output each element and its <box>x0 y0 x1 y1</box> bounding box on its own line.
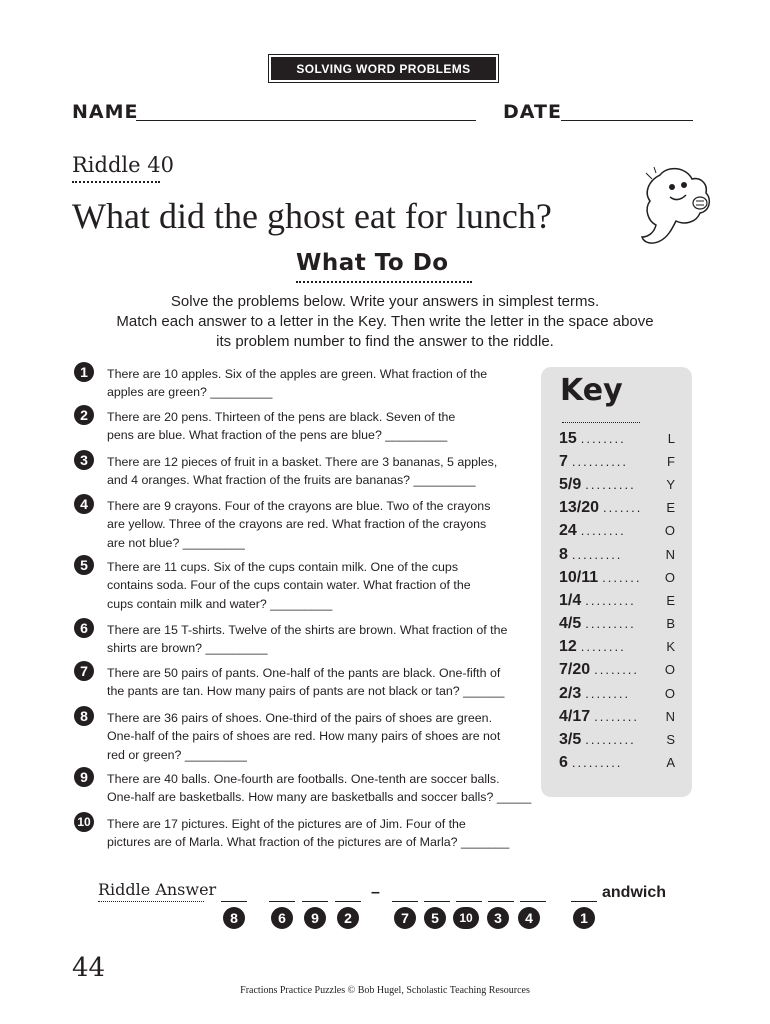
answer-blank[interactable] <box>488 901 514 902</box>
problem-text: One-half are basketballs. How many are basketballs and soccer balls? _____ <box>107 790 532 805</box>
problem-text: pens are blue. What fraction of the pens are blue? _________ <box>107 428 448 443</box>
problem-number: 10 <box>74 812 94 832</box>
key-entry <box>559 661 675 683</box>
problem-8 <box>74 709 544 764</box>
key-value: 12 <box>559 638 577 655</box>
key-dots: ......... <box>571 547 623 562</box>
problem-text: contains soda. Four of the cups contain water. What fraction of the <box>107 578 471 593</box>
key-letter: F <box>667 454 675 469</box>
key-value: 13/20 <box>559 499 600 516</box>
problem-text: are not blue? _________ <box>107 535 245 550</box>
problem-7 <box>74 664 544 701</box>
key-value: 15 <box>559 430 577 447</box>
key-dots: ........ <box>580 523 626 538</box>
problem-text: There are 10 apples. Six of the apples are green. What fraction of the <box>107 367 488 381</box>
problem-text: and 4 oranges. What fraction of the fruits are bananas? _________ <box>107 473 476 488</box>
answer-blank[interactable] <box>424 901 450 902</box>
key-letter: O <box>664 570 675 585</box>
key-value: 24 <box>559 522 577 539</box>
key-value: 4/5 <box>559 615 582 632</box>
key-entry <box>559 685 675 707</box>
problem-number: 1 <box>74 362 94 382</box>
name-line[interactable] <box>136 120 476 121</box>
riddle-number: Riddle 40 <box>72 153 174 177</box>
key-title: Key <box>560 373 623 408</box>
riddle-answer-underline <box>98 901 204 902</box>
key-entry <box>559 546 675 568</box>
key-dots: ........ <box>580 639 626 654</box>
date-label: DATE <box>503 101 562 123</box>
key-letter: N <box>665 547 675 562</box>
problem-text: the pants are tan. How many pairs of pants are not black or tan? ______ <box>107 684 505 699</box>
key-dots: ........ <box>594 662 640 677</box>
problem-number: 7 <box>74 661 94 681</box>
key-entry <box>559 453 675 475</box>
problem-number: 4 <box>74 494 94 514</box>
name-label: NAME <box>72 101 139 123</box>
answer-blank[interactable] <box>335 901 361 902</box>
key-dots: ......... <box>585 477 636 492</box>
answer-blank[interactable] <box>392 901 418 902</box>
problem-text: shirts are brown? _________ <box>107 641 268 656</box>
problem-number: 3 <box>74 450 94 470</box>
key-entry <box>559 754 675 776</box>
key-entry <box>559 430 675 452</box>
answer-blank[interactable] <box>456 901 482 902</box>
answer-number: 2 <box>337 907 359 929</box>
key-letter: Y <box>666 477 675 492</box>
problem-text: There are 17 pictures. Eight of the pictures are of Jim. Four of the <box>107 817 466 831</box>
key-value: 1/4 <box>559 592 582 609</box>
answer-number: 1 <box>573 907 595 929</box>
instruction-line: Match each answer to a letter in the Key. Then write the letter in the space above <box>116 313 654 330</box>
problem-6 <box>74 621 544 658</box>
page-title: What did the ghost eat for lunch? <box>72 196 552 236</box>
answer-number: 3 <box>487 907 509 929</box>
key-letter: O <box>664 662 675 677</box>
answer-number: 6 <box>271 907 293 929</box>
instruction-line: Solve the problems below. Write your answers in simplest terms. <box>170 293 600 310</box>
instruction-line: its problem number to find the answer to the riddle. <box>216 333 554 350</box>
key-letter: K <box>666 639 675 654</box>
key-letter: E <box>666 500 675 515</box>
problem-number: 6 <box>74 618 94 638</box>
problem-text: There are 9 crayons. Four of the crayons are blue. Two of the crayons <box>107 499 491 513</box>
date-line[interactable] <box>561 120 693 121</box>
key-letter: B <box>666 616 675 631</box>
problem-text: There are 36 pairs of shoes. One-third of the pairs of shoes are green. <box>107 711 493 725</box>
key-letter: O <box>664 686 675 701</box>
key-entry <box>559 731 675 753</box>
problem-2 <box>74 408 544 445</box>
key-value: 10/11 <box>559 569 599 586</box>
key-value: 7/20 <box>559 661 591 678</box>
key-dots: ......... <box>585 593 636 608</box>
key-dots: .......... <box>571 454 629 469</box>
key-value: 4/17 <box>559 708 591 725</box>
key-value: 6 <box>559 754 568 771</box>
key-entry <box>559 615 675 637</box>
key-letter: O <box>664 523 675 538</box>
answer-number: 8 <box>223 907 245 929</box>
key-value: 5/9 <box>559 476 582 493</box>
problem-number: 8 <box>74 706 94 726</box>
answer-number: 4 <box>518 907 540 929</box>
riddle-answer-label: Riddle Answer <box>98 880 217 899</box>
what-to-do-heading: What To Do <box>296 250 449 276</box>
key-entry <box>559 522 675 544</box>
what-to-do-underline <box>296 281 472 283</box>
problem-text: There are 40 balls. One-fourth are footballs. One-tenth are soccer balls. <box>107 772 500 786</box>
key-title-underline <box>562 422 640 423</box>
key-dots: ....... <box>602 570 642 585</box>
problem-3 <box>74 453 544 490</box>
section-banner: SOLVING WORD PROBLEMS <box>271 57 496 80</box>
answer-suffix: andwich <box>602 884 667 901</box>
problem-text: cups contain milk and water? _________ <box>107 596 333 611</box>
page-number: 44 <box>72 953 106 983</box>
key-dots: ........ <box>594 709 640 724</box>
problem-number: 2 <box>74 405 94 425</box>
answer-blank[interactable] <box>269 901 295 902</box>
problem-number: 9 <box>74 767 94 787</box>
key-dots: ........ <box>580 431 626 446</box>
answer-blank[interactable] <box>571 901 597 902</box>
key-value: 7 <box>559 453 568 470</box>
key-value: 8 <box>559 546 568 563</box>
key-dots: ........ <box>585 686 631 701</box>
key-dots: ......... <box>585 732 636 747</box>
key-dots: ......... <box>571 755 623 770</box>
problem-text: are yellow. Three of the crayons are red. What fraction of the crayons <box>107 517 487 532</box>
key-entry <box>559 499 675 521</box>
problem-4 <box>74 497 544 552</box>
riddle-number-underline <box>72 181 160 183</box>
answer-dash: – <box>371 884 380 901</box>
problem-5 <box>74 558 544 613</box>
answer-blank[interactable] <box>520 901 546 902</box>
answer-blank[interactable] <box>302 901 328 902</box>
problem-text: There are 11 cups. Six of the cups contain milk. One of the cups <box>107 560 459 574</box>
key-entry <box>559 569 675 591</box>
problem-9 <box>74 770 544 807</box>
answer-number: 5 <box>424 907 446 929</box>
footer-credit: Fractions Practice Puzzles © Bob Hugel, Scholastic Teaching Resources <box>240 985 530 996</box>
problem-text: pictures are of Marla. What fraction of the pictures are of Marla? _______ <box>107 835 510 850</box>
problem-text: apples are green? _________ <box>107 385 273 400</box>
key-value: 2/3 <box>559 685 582 702</box>
problem-text: red or green? _________ <box>107 747 247 762</box>
key-dots: ......... <box>585 616 636 631</box>
key-entry <box>559 476 675 498</box>
key-entry <box>559 592 675 614</box>
key-letter: L <box>667 431 675 446</box>
answer-number: 7 <box>394 907 416 929</box>
problem-1 <box>74 365 544 402</box>
key-dots: ....... <box>603 500 643 515</box>
problem-text: There are 15 T-shirts. Twelve of the shirts are brown. What fraction of the <box>107 623 508 637</box>
problem-text: There are 20 pens. Thirteen of the pens are black. Seven of the <box>107 410 456 424</box>
key-entry <box>559 708 675 730</box>
key-letter: A <box>666 755 675 770</box>
answer-number: 10 <box>453 907 479 929</box>
ghost-illustration <box>638 163 718 253</box>
key-entry <box>559 638 675 660</box>
problem-text: There are 12 pieces of fruit in a basket. There are 3 bananas, 5 apples, <box>107 455 498 469</box>
problem-number: 5 <box>74 555 94 575</box>
answer-blank[interactable] <box>221 901 247 902</box>
problem-10 <box>74 815 544 852</box>
problem-text: There are 50 pairs of pants. One-half of the pants are black. One-fifth of <box>107 666 501 680</box>
key-letter: N <box>665 709 675 724</box>
problem-text: One-half of the pairs of shoes are red. How many pairs of shoes are not <box>107 729 501 744</box>
answer-number: 9 <box>304 907 326 929</box>
key-value: 3/5 <box>559 731 582 748</box>
key-letter: S <box>666 732 675 747</box>
key-letter: E <box>666 593 675 608</box>
instructions <box>0 292 770 352</box>
